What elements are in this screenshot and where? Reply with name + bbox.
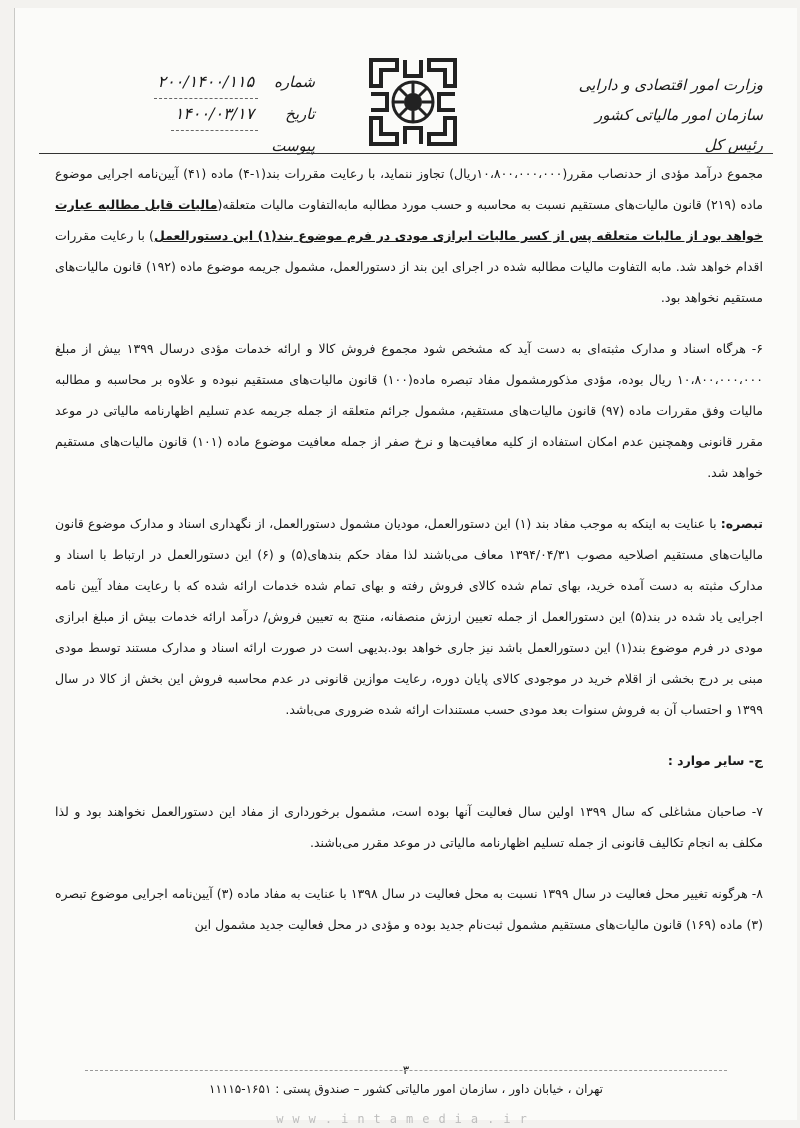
document-page xyxy=(14,8,797,1126)
footer-address: تهران ، خیابان داور ، سازمان امور مالیاتی کشور – صندوق پستی : ۱۶۵۱-۱۱۱۱۵ xyxy=(209,1082,603,1096)
letter-date-label: تاریخ xyxy=(285,105,315,123)
letter-attachment-label: پیوست xyxy=(271,137,315,155)
letter-body xyxy=(55,158,763,960)
letter-date-value: ۱۴۰۰/۰۳/۱۷ xyxy=(171,98,259,131)
tax-organization-logo xyxy=(367,56,459,148)
page-number: ۳ xyxy=(402,1063,410,1077)
underlined-definition: مالیات قابل مطالبه عبارت خواهد بود از مالیات متعلقه پس از کسر مالیات ابرازی مودی در فرم موضوع بند(۱) این دستورالعمل xyxy=(55,197,763,243)
section-heading-c: ج- سایر موارد : xyxy=(667,753,763,768)
organization-name: سازمان امور مالیاتی کشور xyxy=(595,106,763,124)
note-text: با عنایت به اینکه به موجب مفاد بند (۱) این دستورالعمل، مودیان مشمول دستورالعمل، از نگهداری اسناد و مدارک موضوع قانون مالیات‌های مستقیم اصلاحیه مصوب ۱۳۹۴/۰۴/۳۱ معاف می‌باشند لذا مفاد حکم بندهای(۵) و (۶) این دستورالعمل در ارتباط با اسناد و مدارک مثبته به دست آمده خرید، بهای تمام شده کالای فروش رفته و بهای تمام شده خدمات ارائه شده که با رعایت مفاد آیین نامه اجرایی یاد شده در بند(۵) این دستورالعمل از جمله تعیین ارزش منصفانه، منتج به تعیین فروش/ درآمد ارائه خدمات بیش از مبلغ ابرازی مودی در فرم موضوع بند(۱) این دستورالعمل باشد نیز جاری خواهد بود.بدیهی است در صورت ارائه اسناد و مدارک مستند توسط مودی مبنی بر درج بخشی از اقلام خرید در موجودی کالای پایان دوره، رعایت موازین قانونی در عدم محاسبه فروش این بخش از کالا در سال ۱۳۹۹ و احتساب آن به فروش سنوات بعد مودی حسب مستندات ارائه شده ضروری می‌باشد. xyxy=(55,516,764,717)
header-divider xyxy=(39,153,773,154)
paragraph-note xyxy=(55,508,763,725)
note-label: تبصره: xyxy=(720,516,763,531)
letterhead-block xyxy=(533,70,763,160)
site-watermark: www.intamedia.ir xyxy=(276,1112,536,1126)
paragraph-6: ۶- هرگاه اسناد و مدارک مثبته‌ای به دست آید که مشخص شود مجموع فروش کالا و ارائه خدمات مؤدی درسال ۱۳۹۹ بیش از مبلغ ۱۰،۸۰۰،۰۰۰،۰۰۰ ریال بوده، مؤدی مذکورمشمول مفاد تبصره ماده(۱۰۰) قانون مالیات‌های مستقیم نبوده و علاوه بر محاسبه و مطالبه مالیات وفق مقررات ماده (۹۷) قانون مالیات‌های مستقیم، مشمول جرائم متعلقه از جمله جریمه عدم تسلیم اظهارنامه مالیاتی در موعد مقرر قانونی وهمچنین عدم امکان استفاده از کلیه معافیت‌ها و نرخ صفر از جمله معافیت موضوع ماده (۱۰۱) قانون مالیات‌های مستقیم خواهد شد. xyxy=(55,341,763,480)
letter-date-row xyxy=(85,98,315,130)
paragraph-continuation-text-b: ) با رعایت مقررات اقدام خواهد شد. مابه التفاوت مالیات مطالبه شده در اجرای این بند از دستورالعمل، مشمول جریمه موضوع ماده (۱۹۲) قانون مالیات‌های مستقیم نخواهد بود. xyxy=(55,228,763,305)
office-title: رئیس کل xyxy=(704,136,763,154)
letter-number-row xyxy=(85,66,315,98)
footer-divider xyxy=(85,1070,727,1071)
ministry-name: وزارت امور اقتصادی و دارایی xyxy=(578,76,763,94)
paragraph-7: ۷- صاحبان مشاغلی که سال ۱۳۹۹ اولین سال فعالیت آنها بوده است، مشمول برخورداری از مفاد این دستورالعمل نخواهند بود و لذا مکلف به انجام تکالیف قانونی از جمله تسلیم اظهارنامه مالیاتی در موعد مقرر می‌باشند. xyxy=(55,804,764,850)
letter-number-label: شماره xyxy=(274,73,315,91)
letter-reference-block xyxy=(85,66,315,162)
paragraph-8: ۸- هرگونه تغییر محل فعالیت در سال ۱۳۹۹ نسبت به محل فعالیت در سال ۱۳۹۸ با عنایت به مفاد ماده (۳) آیین‌نامه اجرایی موضوع تبصره (۳) ماده (۱۶۹) قانون مالیات‌های مستقیم مشمول ثبت‌نام جدید بوده و مؤدی در محل فعالیت جدید مشمول این xyxy=(55,886,763,932)
paragraph-continuation xyxy=(55,158,763,313)
paragraph-continuation-text-a: مجموع درآمد مؤدی از حدنصاب مقرر(۱۰،۸۰۰،۰۰۰،۰۰۰ریال) تجاوز ننماید، با رعایت مقررات بند(۱-۴) ماده (۴۱) آیین‌نامه اجرایی موضوع ماده (۲۱۹) قانون مالیات‌های مستقیم نسبت به محاسبه و حسب مورد مطالبه مابه‌التفاوت مالیات متعلقه( xyxy=(55,166,763,212)
letter-number-value: ۲۰۰/۱۴۰۰/۱۱۵ xyxy=(154,66,259,99)
